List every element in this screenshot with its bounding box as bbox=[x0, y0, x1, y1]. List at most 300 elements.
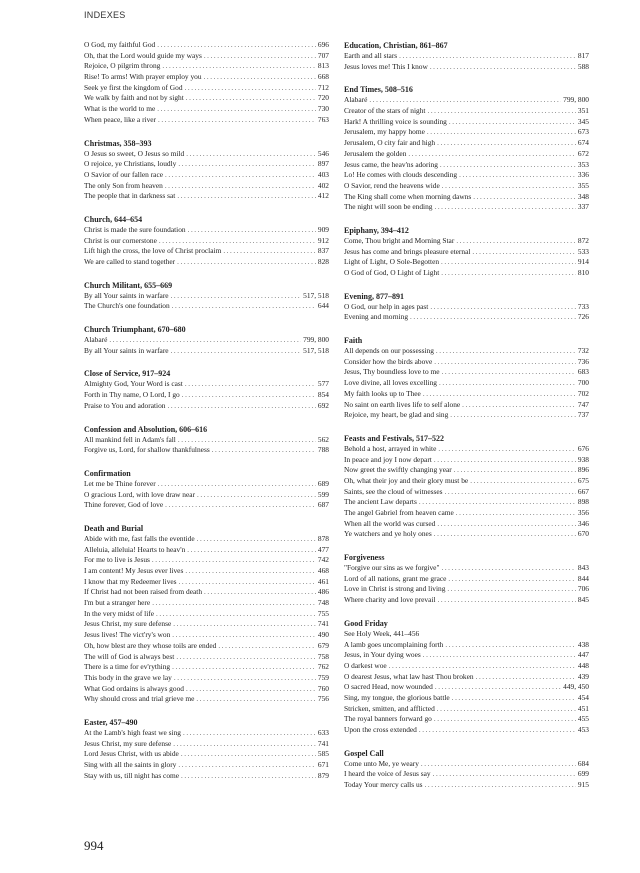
dot-leader bbox=[472, 247, 575, 258]
entry-list bbox=[344, 51, 589, 72]
hymn-number: 449, 450 bbox=[563, 682, 589, 692]
index-entry bbox=[84, 587, 329, 598]
hymn-title: Sing with all the saints in glory bbox=[84, 760, 177, 769]
hymn-number: 737 bbox=[577, 410, 589, 420]
entry-list bbox=[344, 444, 589, 540]
section-heading: Church Militant, 655–669 bbox=[84, 280, 173, 290]
index-entry bbox=[84, 435, 329, 446]
hymn-title: Love divine, all loves excelling bbox=[344, 378, 437, 388]
hymn-number: 897 bbox=[317, 159, 329, 169]
dot-leader bbox=[109, 335, 301, 346]
index-entry bbox=[84, 346, 329, 357]
index-entry bbox=[84, 181, 329, 192]
hymn-title: Jesus, in Your dying woes bbox=[344, 650, 421, 660]
index-section bbox=[84, 368, 329, 411]
hymn-number: 702 bbox=[577, 388, 589, 398]
hymn-number: 854 bbox=[317, 390, 329, 400]
hymn-number: 896 bbox=[577, 465, 589, 475]
hymn-number: 692 bbox=[317, 400, 329, 410]
hymn-title: Consider how the birds above bbox=[344, 356, 433, 366]
hymn-title: Behold a host, arrayed in white bbox=[344, 443, 437, 453]
dot-leader bbox=[408, 149, 576, 160]
index-entry bbox=[344, 476, 589, 487]
dot-leader bbox=[186, 149, 316, 160]
dot-leader bbox=[423, 650, 576, 661]
dot-leader bbox=[174, 673, 316, 684]
index-entry bbox=[84, 170, 329, 181]
hymn-number: 700 bbox=[577, 378, 589, 388]
hymn-number: 562 bbox=[317, 434, 329, 444]
see-also-note: See Holy Week, 441–456 bbox=[344, 628, 420, 638]
dot-leader bbox=[438, 444, 576, 455]
index-section bbox=[84, 214, 329, 268]
hymn-title: Oh, what their joy and their glory must be bbox=[344, 475, 469, 485]
hymn-title: Abide with me, fast falls the eventide bbox=[84, 533, 195, 543]
hymn-title: Creator of the stars of night bbox=[344, 106, 426, 116]
section-heading: Christmas, 358–393 bbox=[84, 138, 152, 148]
index-entry bbox=[344, 346, 589, 357]
entry-list bbox=[84, 379, 329, 411]
dot-leader bbox=[188, 225, 316, 236]
hymn-number: 914 bbox=[577, 257, 589, 267]
hymn-number: 837 bbox=[317, 246, 329, 256]
dot-leader bbox=[186, 93, 316, 104]
dot-leader bbox=[423, 389, 576, 400]
hymn-title: Come, Thou bright and Morning Star bbox=[344, 235, 455, 245]
hymn-number: 689 bbox=[317, 478, 329, 488]
hymn-title: O God, my faithful God bbox=[84, 40, 156, 49]
index-entry bbox=[84, 51, 329, 62]
entry-list bbox=[344, 95, 589, 213]
dot-leader bbox=[204, 587, 316, 598]
dot-leader bbox=[197, 490, 316, 501]
section-heading: Church Triumphant, 670–680 bbox=[84, 325, 186, 335]
hymn-title: Rejoice, my heart, be glad and sing bbox=[344, 410, 449, 420]
hymn-number: 355 bbox=[577, 180, 589, 190]
hymn-number: 756 bbox=[317, 694, 329, 704]
index-entry bbox=[344, 661, 589, 672]
section-heading: Death and Burial bbox=[84, 523, 144, 533]
hymn-title: Alleluia, alleluia! Hearts to heav'n bbox=[84, 544, 186, 554]
index-entry bbox=[344, 138, 589, 149]
hymn-title: O Savior, rend the heavens wide bbox=[344, 180, 440, 190]
dot-leader bbox=[419, 725, 576, 736]
hymn-title: O gracious Lord, with love draw near bbox=[84, 489, 196, 499]
index-entry bbox=[84, 236, 329, 247]
index-entry bbox=[344, 357, 589, 368]
index-entry bbox=[84, 577, 329, 588]
hymn-number: 915 bbox=[577, 780, 589, 790]
index-section bbox=[344, 433, 589, 540]
hymn-title: "Forgive our sins as we forgive" bbox=[344, 563, 440, 573]
hymn-number: 588 bbox=[577, 61, 589, 71]
hymn-number: 742 bbox=[317, 555, 329, 565]
hymn-title: Oh, that the Lord would guide my ways bbox=[84, 50, 202, 60]
hymn-title: What God ordains is always good bbox=[84, 683, 184, 693]
dot-leader bbox=[171, 291, 302, 302]
index-entry bbox=[84, 566, 329, 577]
entry-list bbox=[84, 291, 329, 312]
index-entry bbox=[84, 609, 329, 620]
dot-leader bbox=[421, 759, 576, 770]
dot-leader bbox=[183, 728, 316, 739]
hymn-number: 672 bbox=[577, 148, 589, 158]
dot-leader bbox=[427, 106, 575, 117]
dot-leader bbox=[172, 301, 316, 312]
hymn-title: At the Lamb's high feast we sing bbox=[84, 727, 181, 737]
section-heading: Evening, 877–891 bbox=[344, 291, 405, 301]
index-entry bbox=[84, 379, 329, 390]
hymn-title: Jesus came, the heav'ns adoring bbox=[344, 159, 438, 169]
dot-leader bbox=[181, 749, 316, 760]
index-section bbox=[344, 748, 589, 791]
hymn-title: The people that in darkness sat bbox=[84, 191, 176, 201]
index-entry bbox=[344, 51, 589, 62]
index-section bbox=[344, 84, 589, 213]
index-entry bbox=[344, 389, 589, 400]
hymn-title: Forth in Thy name, O Lord, I go bbox=[84, 390, 180, 400]
index-entry bbox=[84, 390, 329, 401]
hymn-number: 760 bbox=[317, 683, 329, 693]
hymn-number: 447 bbox=[577, 650, 589, 660]
hymn-title: Ye watchers and ye holy ones bbox=[344, 529, 432, 539]
dot-leader bbox=[442, 181, 576, 192]
index-entry bbox=[344, 367, 589, 378]
hymn-number: 546 bbox=[317, 148, 329, 158]
hymn-number: 345 bbox=[577, 116, 589, 126]
hymn-title: In the very midst of life bbox=[84, 608, 154, 618]
hymn-title: Upon the cross extended bbox=[344, 725, 417, 734]
hymn-title: Lo! He comes with clouds descending bbox=[344, 170, 458, 180]
index-entry bbox=[344, 682, 589, 693]
hymn-title: Praise to You and adoration bbox=[84, 400, 166, 410]
index-entry bbox=[344, 519, 589, 530]
dot-leader bbox=[430, 62, 576, 73]
entry-list bbox=[344, 563, 589, 606]
dot-leader bbox=[178, 760, 316, 771]
dot-leader bbox=[369, 95, 561, 106]
hymn-number: 599 bbox=[317, 489, 329, 499]
index-entry bbox=[84, 225, 329, 236]
dot-leader bbox=[186, 684, 316, 695]
index-entry bbox=[84, 760, 329, 771]
index-section bbox=[344, 291, 589, 323]
dot-leader bbox=[181, 771, 316, 782]
index-entry bbox=[344, 497, 589, 508]
hymn-number: 712 bbox=[317, 82, 329, 92]
index-section bbox=[344, 225, 589, 279]
hymn-number: 673 bbox=[577, 127, 589, 137]
hymn-title: Sing, my tongue, the glorious battle bbox=[344, 692, 450, 702]
hymn-number: 879 bbox=[317, 770, 329, 780]
dot-leader bbox=[470, 476, 576, 487]
hymn-title: O rejoice, ye Christians, loudly bbox=[84, 159, 177, 169]
index-entry bbox=[84, 619, 329, 630]
section-heading: Epiphany, 394–412 bbox=[344, 225, 409, 235]
hymn-title: Forgive us, Lord, for shallow thankfulness bbox=[84, 445, 210, 455]
dot-leader bbox=[439, 378, 576, 389]
hymn-number: 878 bbox=[317, 533, 329, 543]
hymn-title: By all Your saints in warfare bbox=[84, 345, 169, 355]
index-entry bbox=[84, 104, 329, 115]
hymn-number: 687 bbox=[317, 500, 329, 510]
index-entry bbox=[344, 563, 589, 574]
index-entry bbox=[344, 465, 589, 476]
hymn-number: 439 bbox=[577, 671, 589, 681]
index-entry bbox=[344, 170, 589, 181]
index-entry bbox=[84, 555, 329, 566]
index-entry bbox=[344, 202, 589, 213]
dot-leader bbox=[172, 630, 316, 641]
hymn-number: 755 bbox=[317, 608, 329, 618]
section-heading: End Times, 508–516 bbox=[344, 85, 413, 95]
dot-leader bbox=[185, 83, 316, 94]
index-entry bbox=[344, 759, 589, 770]
index-entry bbox=[84, 598, 329, 609]
hymn-number: 909 bbox=[317, 224, 329, 234]
index-entry bbox=[344, 780, 589, 791]
hymn-number: 486 bbox=[317, 587, 329, 597]
hymn-number: 912 bbox=[317, 235, 329, 245]
index-entry bbox=[344, 769, 589, 780]
dot-leader bbox=[165, 170, 316, 181]
index-entry bbox=[84, 191, 329, 202]
hymn-title: I know that my Redeemer lives bbox=[84, 576, 177, 586]
dot-leader bbox=[433, 769, 576, 780]
hymn-number: 577 bbox=[317, 379, 329, 389]
hymn-title: Love in Christ is strong and living bbox=[344, 584, 446, 594]
hymn-title: Jesus loves me! This I know bbox=[344, 61, 428, 71]
index-entry bbox=[344, 529, 589, 540]
hymn-number: 872 bbox=[577, 235, 589, 245]
hymn-title: Earth and all stars bbox=[344, 51, 398, 60]
hymn-number: 668 bbox=[317, 72, 329, 82]
hymn-title: This body in the grave we lay bbox=[84, 672, 172, 682]
index-section bbox=[84, 324, 329, 356]
hymn-title: Christ is our cornerstone bbox=[84, 235, 157, 245]
hymn-title: Jerusalem the golden bbox=[344, 148, 407, 158]
index-entry bbox=[344, 117, 589, 128]
hymn-number: 720 bbox=[317, 93, 329, 103]
dot-leader bbox=[158, 479, 316, 490]
dot-leader bbox=[179, 577, 316, 588]
entry-list bbox=[344, 346, 589, 421]
index-entry bbox=[84, 694, 329, 705]
index-entry bbox=[84, 159, 329, 170]
dot-leader bbox=[449, 117, 576, 128]
index-section bbox=[344, 618, 589, 736]
dot-leader bbox=[442, 367, 576, 378]
hymn-number: 517, 518 bbox=[303, 290, 329, 300]
dot-leader bbox=[159, 236, 316, 247]
hymn-title: Jesus Christ, my sure defense bbox=[84, 619, 172, 629]
hymn-number: 828 bbox=[317, 257, 329, 266]
dot-leader bbox=[185, 566, 316, 577]
index-entry bbox=[84, 641, 329, 652]
hymn-title: Now greet the swiftly changing year bbox=[344, 465, 452, 475]
hymn-title: Lord of all nations, grant me grace bbox=[344, 573, 447, 583]
hymn-title: The angel Gabriel from heaven came bbox=[344, 508, 454, 517]
hymn-number: 817 bbox=[577, 51, 589, 60]
dot-leader bbox=[473, 192, 576, 203]
index-section bbox=[84, 468, 329, 511]
hymn-title: Thine forever, God of love bbox=[84, 500, 164, 510]
index-entry bbox=[344, 149, 589, 160]
dot-leader bbox=[445, 487, 576, 498]
hymn-title: Come unto Me, ye weary bbox=[344, 758, 419, 768]
dot-leader bbox=[441, 257, 576, 268]
hymn-number: 758 bbox=[317, 651, 329, 661]
dot-leader bbox=[158, 115, 316, 126]
hymn-title: A lamb goes uncomplaining forth bbox=[344, 639, 444, 649]
index-section bbox=[84, 138, 329, 202]
hymn-title: Stricken, smitten, and afflicted bbox=[344, 703, 435, 713]
dot-leader bbox=[187, 545, 316, 556]
hymn-title: Today Your mercy calls us bbox=[344, 780, 423, 790]
hymn-title: The Church's one foundation bbox=[84, 301, 170, 311]
index-entry bbox=[84, 72, 329, 83]
hymn-title: Let me be Thine forever bbox=[84, 478, 156, 488]
index-entry bbox=[344, 312, 589, 323]
index-entry bbox=[84, 257, 329, 268]
index-entry bbox=[84, 500, 329, 511]
dot-leader bbox=[204, 51, 316, 62]
index-entry bbox=[344, 181, 589, 192]
index-entry bbox=[84, 83, 329, 94]
section-heading: Gospel Call bbox=[344, 748, 384, 758]
index-entry bbox=[84, 545, 329, 556]
dot-leader bbox=[437, 704, 576, 715]
hymn-number: 671 bbox=[317, 760, 329, 769]
hymn-title: I heard the voice of Jesus say bbox=[344, 769, 431, 779]
hymn-title: O God, our help in ages past bbox=[344, 301, 429, 311]
left-column bbox=[84, 40, 329, 793]
hymn-number: 707 bbox=[317, 50, 329, 60]
hymn-number: 699 bbox=[577, 769, 589, 779]
hymn-title: I am content! My Jesus ever lives bbox=[84, 566, 184, 575]
index-entry bbox=[344, 268, 589, 279]
hymn-number: 759 bbox=[317, 672, 329, 682]
index-entry bbox=[84, 149, 329, 160]
section-heading: Confession and Absolution, 606–616 bbox=[84, 424, 208, 434]
hymn-number: 679 bbox=[317, 640, 329, 650]
dot-leader bbox=[177, 257, 316, 268]
hymn-title: All mankind fell in Adam's fall bbox=[84, 434, 176, 444]
index-entry bbox=[344, 455, 589, 466]
hymn-number: 696 bbox=[317, 40, 329, 49]
dot-leader bbox=[152, 598, 316, 609]
hymn-title: The royal banners forward go bbox=[344, 714, 432, 724]
hymn-title: The ancient Law departs bbox=[344, 497, 417, 507]
dot-leader bbox=[452, 693, 576, 704]
hymn-title: O Jesus so sweet, O Jesus so mild bbox=[84, 148, 185, 158]
hymn-title: Almighty God, Your Word is cast bbox=[84, 379, 183, 389]
dot-leader bbox=[212, 445, 316, 456]
dot-leader bbox=[168, 401, 316, 412]
hymn-number: 788 bbox=[317, 445, 329, 455]
dot-leader bbox=[157, 104, 316, 115]
hymn-title: All depends on our possessing bbox=[344, 346, 434, 356]
hymn-number: 898 bbox=[577, 497, 589, 507]
index-entry bbox=[344, 160, 589, 171]
index-entry bbox=[344, 714, 589, 725]
dot-leader bbox=[176, 652, 316, 663]
entry-list bbox=[84, 225, 329, 268]
section-heading: Close of Service, 917–924 bbox=[84, 369, 171, 379]
index-entry bbox=[84, 335, 329, 346]
index-entry bbox=[84, 246, 329, 257]
section-heading: Church, 644–654 bbox=[84, 214, 143, 224]
index-section bbox=[344, 335, 589, 421]
hymn-number: 455 bbox=[577, 714, 589, 724]
entry-list bbox=[344, 302, 589, 323]
index-entry bbox=[84, 93, 329, 104]
hymn-title: Light of Light, O Sole-Begotten bbox=[344, 257, 440, 267]
hymn-number: 403 bbox=[317, 169, 329, 179]
hymn-title: We are called to stand together bbox=[84, 257, 176, 266]
hymn-number: 741 bbox=[317, 738, 329, 748]
hymn-title: Evening and morning bbox=[344, 312, 409, 322]
hymn-title: Jesus, Thy boundless love to me bbox=[344, 367, 440, 377]
hymn-number: 736 bbox=[577, 356, 589, 366]
hymn-number: 353 bbox=[577, 159, 589, 169]
hymn-title: The only Son from heaven bbox=[84, 180, 163, 190]
hymn-title: Where charity and love prevail bbox=[344, 595, 436, 605]
hymn-number: 813 bbox=[317, 61, 329, 71]
index-section bbox=[84, 523, 329, 705]
hymn-number: 451 bbox=[577, 703, 589, 713]
dot-leader bbox=[448, 574, 576, 585]
hymn-title: O dearest Jesus, what law hast Thou broken bbox=[344, 671, 474, 681]
hymn-title: Stay with us, till night has come bbox=[84, 770, 180, 780]
index-entry bbox=[84, 445, 329, 456]
hymn-title: Rise! To arms! With prayer employ you bbox=[84, 72, 202, 82]
dot-leader bbox=[389, 661, 576, 672]
index-section bbox=[344, 40, 589, 72]
page-number: 994 bbox=[84, 838, 104, 853]
index-entry bbox=[344, 650, 589, 661]
entry-list bbox=[84, 435, 329, 456]
hymn-number: 675 bbox=[577, 475, 589, 485]
hymn-number: 938 bbox=[577, 454, 589, 464]
hymn-title: By all Your saints in warfare bbox=[84, 290, 169, 300]
hymn-number: 468 bbox=[317, 566, 329, 575]
index-entry bbox=[344, 508, 589, 519]
hymn-number: 676 bbox=[577, 443, 589, 453]
index-entry bbox=[344, 400, 589, 411]
dot-leader bbox=[450, 410, 576, 421]
dot-leader bbox=[437, 519, 576, 530]
hymn-title: The will of God is always best bbox=[84, 651, 175, 661]
hymn-number: 763 bbox=[317, 114, 329, 124]
index-entry bbox=[84, 401, 329, 412]
index-entry bbox=[344, 725, 589, 736]
index-entry bbox=[344, 302, 589, 313]
hymn-number: 732 bbox=[577, 346, 589, 356]
entry-list bbox=[344, 236, 589, 279]
dot-leader bbox=[447, 584, 575, 595]
index-entry bbox=[344, 595, 589, 606]
hymn-number: 844 bbox=[577, 573, 589, 583]
dot-leader bbox=[165, 181, 316, 192]
hymn-title: In peace and joy I now depart bbox=[344, 454, 432, 464]
index-entry bbox=[84, 739, 329, 750]
index-entry bbox=[344, 127, 589, 138]
index-entry bbox=[344, 574, 589, 585]
hymn-title: Hark! A thrilling voice is sounding bbox=[344, 116, 447, 126]
hymn-title: What is the world to me bbox=[84, 104, 156, 114]
hymn-title: Lord Jesus Christ, with us abide bbox=[84, 749, 179, 759]
